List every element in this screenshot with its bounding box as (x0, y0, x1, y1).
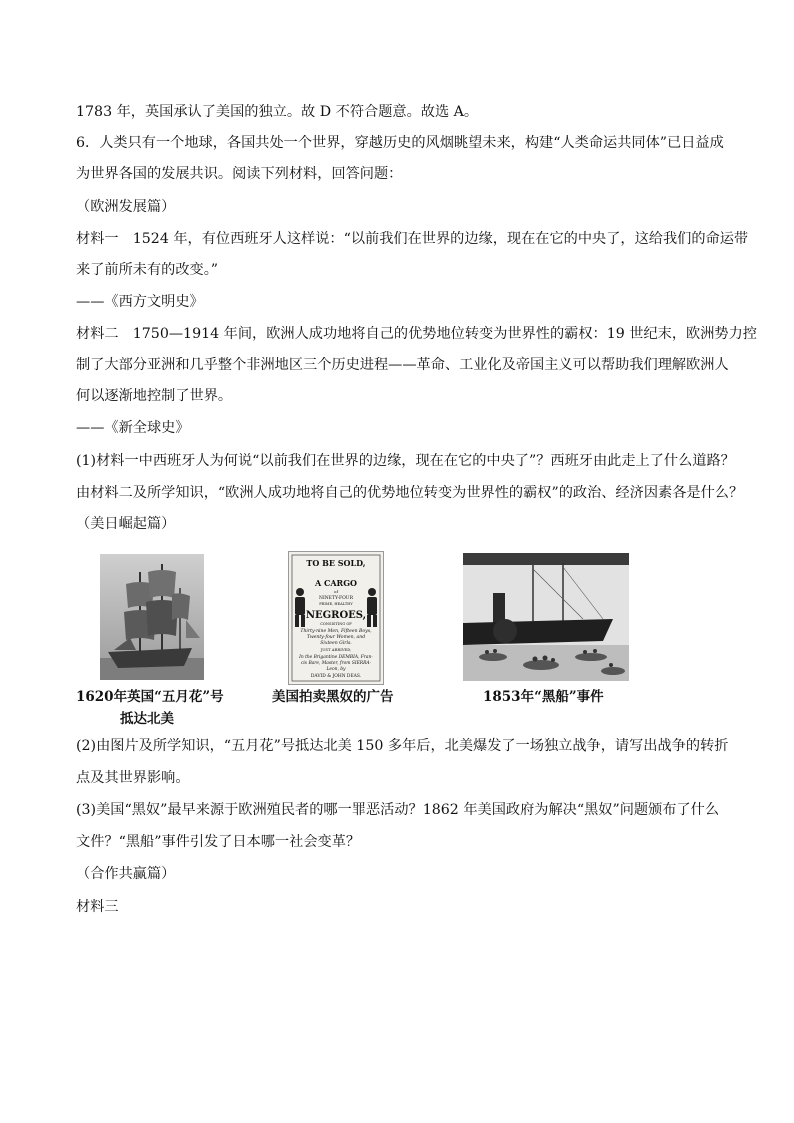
question-2-cont: 点及其世界影响。 (76, 770, 190, 786)
material-2-cont-2: 何以逐渐地控制了世界。 (76, 388, 233, 404)
poster-text-8: Thirty-nine Men, Fifteen Boys, (300, 629, 372, 634)
black-ship-caption: 1853年“黑船”事件 (483, 689, 604, 705)
question-2: (2)由图片及所学知识，“五月花”号抵达北美 150 多年后，北美爆发了一场独立战争，请写出战争的转折 (76, 738, 729, 754)
text-line-1: 1783 年，英国承认了美国的独立。故 D 不符合题意。故选 A。 (76, 104, 479, 120)
question-1-cont: 由材料二及所学知识，“欧洲人成功地将自己的优势地位转变为世界性的霸权”的政治、经济因素各是什么？ (76, 485, 744, 501)
material-2: 材料二 1750—1914 年间，欧洲人成功地将自己的优势地位转变为世界性的霸权：19 世纪末，欧洲势力控 (76, 326, 757, 342)
section-europe-heading: （欧洲发展篇） (76, 199, 176, 215)
material-1-source: ——《西方文明史》 (76, 294, 204, 310)
mayflower-image (100, 554, 204, 680)
material-3-label: 材料三 (76, 899, 119, 915)
poster-text-5: PRIME, HEALTHY (319, 602, 353, 606)
material-2-cont-1: 制了大部分亚洲和几乎整个非洲地区三个历史进程——革命、工业化及帝国主义可以帮助我们理解欧洲人 (76, 357, 729, 373)
poster-text-13: cis Bare, Master, from SIERRA- (300, 661, 372, 666)
poster-text-12: In the Brigantine DEMBIA, Fran- (299, 655, 373, 660)
material-2-source: ——《新全球史》 (76, 420, 190, 436)
poster-text-3: of (334, 589, 338, 594)
black-ship-image (463, 553, 629, 681)
poster-text-10: Sixteen Girls. (320, 641, 352, 646)
question-6-intro-cont: 为世界各国的发展共识。阅读下列材料，回答问题： (76, 166, 403, 182)
question-6-intro: 6．人类只有一个地球，各国共处一个世界，穿越历史的风烟眺望未来，构建“人类命运共同体”已日益成 (76, 135, 724, 151)
material-1: 材料一 1524 年，有位西班牙人这样说：“以前我们在世界的边缘，现在在它的中央了，这给我们的命运带 (76, 231, 749, 247)
poster-illustration (289, 552, 383, 684)
poster-text-4: NINETY-FOUR (319, 596, 353, 601)
poster-caption: 美国拍卖黑奴的广告 (272, 689, 394, 705)
section-cooperation-heading: （合作共赢篇） (76, 866, 176, 882)
slave-auction-poster-image (288, 551, 384, 685)
poster-text-11: JUST ARRIVED, (320, 647, 352, 652)
poster-text-15: DAVID & JOHN DEAS. (310, 674, 362, 679)
poster-text-7: CONSISTING OF (320, 622, 352, 626)
mayflower-caption-1: 1620年英国“五月花”号 (76, 689, 224, 705)
question-3-cont: 文件？“黑船”事件引发了日本哪一社会变革？ (76, 834, 361, 850)
poster-text-9: Twenty-four Women, and (306, 635, 366, 640)
question-3: (3)美国“黑奴”最早来源于欧洲殖民者的哪一罪恶活动？1862 年美国政府为解决“黑奴”问题颁布了什么 (76, 802, 720, 818)
poster-text-14: Leon, by (326, 667, 346, 672)
mayflower-caption-2: 抵达北美 (120, 711, 174, 727)
poster-text-1: TO BE SOLD, (306, 558, 366, 568)
poster-text-6: NEGROES, (305, 610, 367, 621)
poster-text-2: A CARGO (314, 578, 358, 588)
material-1-cont: 来了前所未有的改变。” (76, 262, 219, 278)
question-1: (1)材料一中西班牙人为何说“以前我们在世界的边缘，现在在它的中央了”？西班牙由此走上了什么道路？ (76, 453, 735, 469)
section-us-japan-heading: （美日崛起篇） (76, 516, 176, 532)
